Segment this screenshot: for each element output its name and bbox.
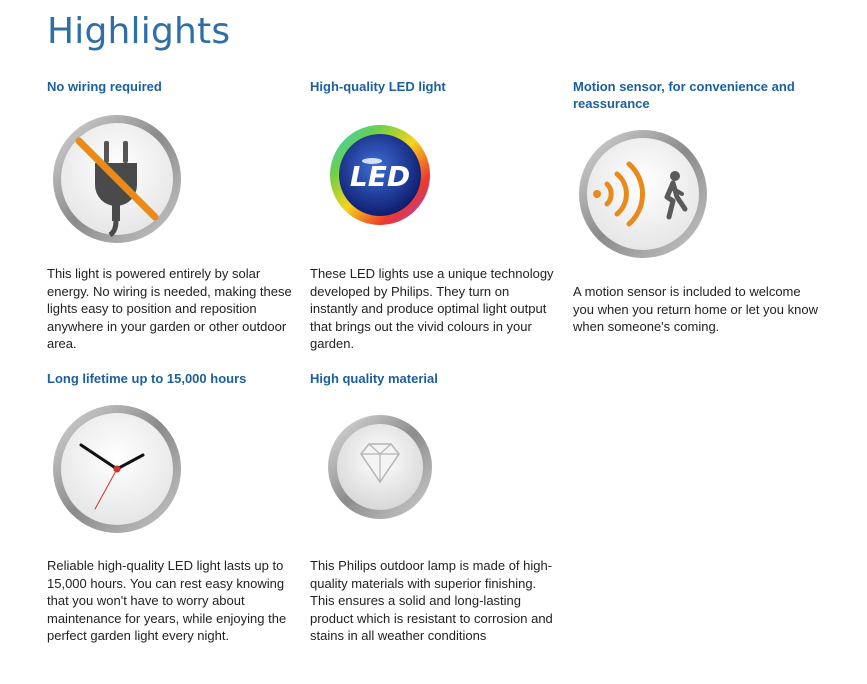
feature-description: This Philips outdoor lamp is made of high-quality materials with superior finishing. This ensures a solid and long-lasting product which is resistant to corrosion and stains in all weather conditions (310, 558, 553, 644)
feature-description: This light is powered entirely by solar energy. No wiring is needed, making these lights easy to position and reposition anywhere in your garden or other outdoor area. (47, 266, 292, 352)
feature-description: A motion sensor is included to welcome you when you return home or let you know when someone's coming. (573, 284, 818, 335)
feature-led-light (310, 78, 560, 352)
led-icon-text: LED (349, 160, 411, 193)
motion-sensor-icon (575, 126, 715, 266)
clock-icon (49, 401, 189, 541)
feature-high-quality-material (310, 370, 560, 644)
feature-description: Reliable high-quality LED light lasts up to 15,000 hours. You can rest easy knowing that you won't have to worry about maintenance for years, while enjoying the perfect garden light every night. (47, 558, 287, 644)
feature-motion-sensor (573, 78, 833, 335)
feature-heading: No wiring required (47, 79, 162, 94)
page-title: Highlights (47, 11, 231, 52)
feature-heading: High quality material (310, 371, 438, 386)
diamond-icon (325, 412, 465, 552)
feature-description: These LED lights use a unique technology developed by Philips. They turn on instantly and produce optimal light output that brings out the vivid colours in your garden. (310, 266, 554, 352)
led-icon (328, 123, 468, 263)
feature-heading: High-quality LED light (310, 79, 446, 94)
feature-no-wiring (47, 78, 297, 352)
no-plug-icon (49, 111, 189, 251)
feature-heading: Long lifetime up to 15,000 hours (47, 371, 247, 386)
feature-heading: Motion sensor, for convenience and reassurance (573, 79, 795, 111)
feature-long-lifetime (47, 370, 297, 644)
